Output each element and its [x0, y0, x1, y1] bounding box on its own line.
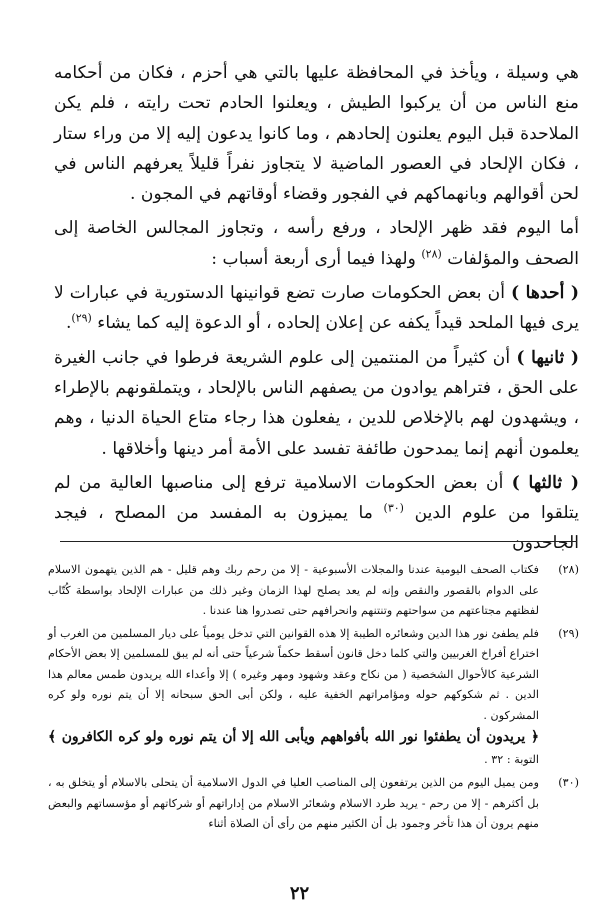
footnote-28: [48, 560, 579, 622]
paragraph-1: هي وسيلة ، ويأخذ في المحافظة عليها بالتي هي أحزم ، فكان من أحكامه منع الناس من أن يركبوا الطيش ، ويعلنوا الحادم تحت رايته ، فلم يكن الملاحدة قبل اليوم يعلنون إلحادهم ، وما كانوا يدعون إليه إلا من وراء ستار ، فكان الإلحاد في العصور الماضية لا يتجاوز نفراً قليلاً يعرفهم الناس في لحن أقوالهم وبانهماكهم في الفجور وقضاء أوقاتهم في المجون .: [54, 63, 579, 205]
footnote-number: (٢٩): [558, 626, 579, 640]
footnote-number: (٣٠): [558, 776, 579, 789]
reason-heading-3: ( ثالثها ): [511, 472, 580, 493]
page-number: ٢٢: [289, 883, 310, 904]
reason-heading-1: ( أحدها ): [510, 283, 579, 304]
footnote-29: [48, 624, 579, 772]
footnote-text: فلم يطفئ نور هذا الدين وشعائره الطيبة إلا هذه القوانين التي تدخل يومياً على ديار المسلمين من الغرب أو اختراع أفراخ الغربيين والتي كلما دخل قانون أسقط حكماً شرعياً حتى أنه لم يبق للمسلمين إلا بعض الأحكام الشرعية كالأحوال الشخصية ( من نكاح وعقد وشهود ومهر وغيره ) إلا وأعداء الله يريدون طمس معالم هذا الدين . ثم شكوكهم حوله ومؤامراتهم الخفية عليه ، ولكن أبى الحق سبحانه إلا أن يتم نوره ولو كره المشركون .: [48, 626, 539, 722]
paragraph-5: ( ثالثها ) أن بعض الحكومات الاسلامية ترفع إلى مناصبها العالية من لم يتلقوا من علوم الدين $^{(٣٠)}$ ما يميزون به المفسد من المصلح ، فيجد الجاحدون: [54, 472, 580, 554]
verse-reference: التوبة : ٣٢ .: [484, 753, 539, 766]
paragraph-4: ( ثانيها ) أن كثيراً من المنتمين إلى علوم الشريعة فرطوا في جانب الغيرة على الحق ، فتراهم يوادون من يصفهم الناس بالإلحاد ، ويتملقونهم بالإطراء ، ويشهدون لهم بالإخلاص للدين ، يفعلون هذا رجاء متاع الحياة الدنيا ، وهم يعلمون أنهم إنما يمدحون طائفة تفسد على الأمة أمر دينها وأخلاقها .: [54, 347, 579, 459]
footnote-ref-28: (٢٨): [421, 247, 442, 261]
paragraph-2: أما اليوم فقد ظهر الإلحاد ، ورفع رأسه ، وتجاوز المجالس الخاصة إلى الصحف والمؤلفات $^{(٢٨)}$ ولهذا فيما أرى أربعة أسباب :: [54, 218, 579, 269]
footnote-text: فكتاب الصحف اليومية عندنا والمجلات الأسبوعية - إلا من رحم ربك وهم قليل - هم الذين يتهمون الاسلام على الدوام بالقصور والنقص وإنه لم يعد يصلح لهذا الزمان وغير ذلك من عبارات الإلحاد بواسطة كُتّاب لفظتهم مجتاعتهم من سواحتهم وتنتنهم وانحرافهم حتى تصدروا هنا عندنا .: [48, 563, 539, 617]
footnote-ref-29: (٢٩): [71, 311, 92, 325]
footnote-text: ومن يميل اليوم من الذين يرتفعون إلى المناصب العليا في الدول الاسلامية أن يتحلى بالاسلام أو يتخلق به ، بل أكثرهم - إلا من رحم - يريد طرد الاسلام وشعائر الاسلام من إداراتهم أو شركاتهم أو مؤسساتهم والبعض منهم يرون أن هذا تأخر وجمود بل أن الكثير منهم من رأى أن الصلاة أثناء: [48, 776, 539, 830]
footnote-number: (٢٨): [558, 563, 579, 576]
quran-verse: ﴿ يريدون أن يطفئوا نور الله بأفواههم ويأبى الله إلا أن يتم نوره ولو كره الكافرون ﴾ التوبة : ٣٢ .: [48, 729, 539, 766]
main-text: [54, 58, 579, 559]
reason-heading-2: ( ثانيها ): [516, 347, 579, 368]
footnote-30: [48, 773, 579, 835]
footnote-divider: [60, 541, 577, 542]
footnote-ref-30: (٣٠): [383, 501, 404, 515]
footnotes: [48, 560, 579, 837]
paragraph-3: ( أحدها ) أن بعض الحكومات صارت تضع قوانينها الدستورية في عبارات لا يرى فيها الملحد قيداً يكفه عن إعلان إلحاده ، أو الدعوة إليه كما يشاء $^{(٢٩)}$.: [54, 283, 579, 334]
